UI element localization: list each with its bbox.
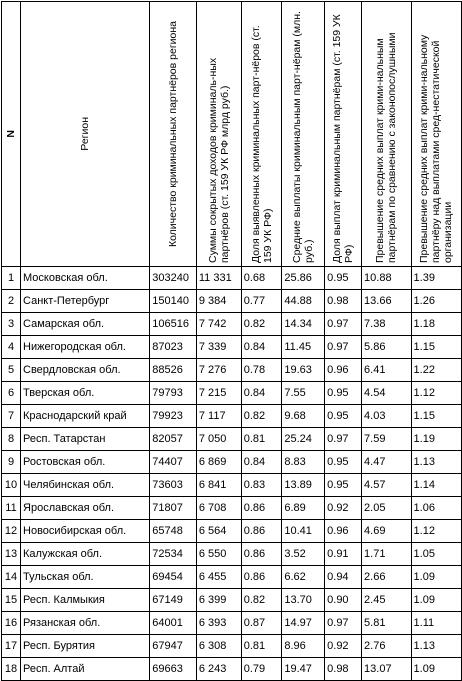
cell-region: Респ. Татарстан xyxy=(21,428,150,451)
cell-count: 82057 xyxy=(150,428,197,451)
cell-share-payout: 0.92 xyxy=(325,635,362,658)
cell-excess-law: 2.76 xyxy=(362,635,411,658)
cell-excess-law: 13.66 xyxy=(362,290,411,313)
header-count: Количество криминальных партнёров региона xyxy=(150,2,197,267)
header-n: N xyxy=(2,2,21,267)
cell-avg-payout: 6.89 xyxy=(282,497,325,520)
cell-count: 150140 xyxy=(150,290,197,313)
cell-hidden-income: 6 869 xyxy=(196,451,241,474)
table-row xyxy=(2,635,462,658)
cell-excess-stat: 1.15 xyxy=(411,405,461,428)
cell-count: 73603 xyxy=(150,474,197,497)
table-row xyxy=(2,497,462,520)
cell-n: 17 xyxy=(2,635,21,658)
cell-excess-stat: 1.15 xyxy=(411,336,461,359)
cell-share-payout: 0.92 xyxy=(325,497,362,520)
cell-avg-payout: 44.88 xyxy=(282,290,325,313)
cell-excess-law: 4.03 xyxy=(362,405,411,428)
cell-excess-stat: 1.22 xyxy=(411,359,461,382)
table-row xyxy=(2,451,462,474)
cell-hidden-income: 6 550 xyxy=(196,543,241,566)
cell-hidden-income: 7 215 xyxy=(196,382,241,405)
cell-hidden-income: 6 308 xyxy=(196,635,241,658)
cell-n: 13 xyxy=(2,543,21,566)
cell-region: Нижегородская обл. xyxy=(21,336,150,359)
cell-region: Санкт-Петербург xyxy=(21,290,150,313)
table-row xyxy=(2,589,462,612)
table-row xyxy=(2,520,462,543)
table-row xyxy=(2,313,462,336)
cell-region: Московская обл. xyxy=(21,267,150,290)
cell-region: Свердловская обл. xyxy=(21,359,150,382)
cell-region: Тульская обл. xyxy=(21,566,150,589)
cell-count: 65748 xyxy=(150,520,197,543)
table-row xyxy=(2,658,462,681)
cell-excess-law: 7.59 xyxy=(362,428,411,451)
cell-share-payout: 0.94 xyxy=(325,566,362,589)
cell-share-identified: 0.82 xyxy=(241,405,282,428)
cell-region: Самарская обл. xyxy=(21,313,150,336)
cell-share-payout: 0.97 xyxy=(325,313,362,336)
cell-share-identified: 0.86 xyxy=(241,520,282,543)
cell-region: Респ. Бурятия xyxy=(21,635,150,658)
table-row xyxy=(2,405,462,428)
cell-n: 5 xyxy=(2,359,21,382)
cell-region: Рязанская обл. xyxy=(21,612,150,635)
cell-share-payout: 0.95 xyxy=(325,405,362,428)
cell-avg-payout: 8.83 xyxy=(282,451,325,474)
cell-n: 1 xyxy=(2,267,21,290)
cell-excess-stat: 1.09 xyxy=(411,589,461,612)
cell-excess-law: 6.41 xyxy=(362,359,411,382)
cell-share-payout: 0.90 xyxy=(325,589,362,612)
cell-excess-law: 4.69 xyxy=(362,520,411,543)
cell-hidden-income: 7 117 xyxy=(196,405,241,428)
cell-count: 67947 xyxy=(150,635,197,658)
cell-count: 71807 xyxy=(150,497,197,520)
cell-count: 87023 xyxy=(150,336,197,359)
cell-share-payout: 0.96 xyxy=(325,520,362,543)
cell-excess-stat: 1.39 xyxy=(411,267,461,290)
cell-count: 69663 xyxy=(150,658,197,681)
cell-share-identified: 0.87 xyxy=(241,612,282,635)
cell-excess-stat: 1.14 xyxy=(411,474,461,497)
cell-n: 16 xyxy=(2,612,21,635)
table-row xyxy=(2,428,462,451)
cell-n: 9 xyxy=(2,451,21,474)
cell-region: Ярославская обл. xyxy=(21,497,150,520)
table-row xyxy=(2,359,462,382)
cell-hidden-income: 6 841 xyxy=(196,474,241,497)
cell-excess-stat: 1.09 xyxy=(411,658,461,681)
cell-region: Респ. Калмыкия xyxy=(21,589,150,612)
cell-avg-payout: 11.45 xyxy=(282,336,325,359)
cell-excess-law: 7.38 xyxy=(362,313,411,336)
cell-count: 106516 xyxy=(150,313,197,336)
cell-hidden-income: 6 455 xyxy=(196,566,241,589)
cell-n: 11 xyxy=(2,497,21,520)
cell-excess-law: 2.66 xyxy=(362,566,411,589)
table-body xyxy=(2,267,462,681)
cell-region: Респ. Алтай xyxy=(21,658,150,681)
cell-share-payout: 0.98 xyxy=(325,290,362,313)
cell-hidden-income: 6 399 xyxy=(196,589,241,612)
cell-excess-stat: 1.05 xyxy=(411,543,461,566)
cell-share-identified: 0.84 xyxy=(241,382,282,405)
cell-hidden-income: 7 276 xyxy=(196,359,241,382)
cell-avg-payout: 19.47 xyxy=(282,658,325,681)
cell-count: 67149 xyxy=(150,589,197,612)
cell-share-identified: 0.82 xyxy=(241,589,282,612)
cell-excess-law: 13.07 xyxy=(362,658,411,681)
cell-avg-payout: 14.34 xyxy=(282,313,325,336)
cell-excess-stat: 1.19 xyxy=(411,428,461,451)
cell-share-payout: 0.97 xyxy=(325,336,362,359)
cell-share-identified: 0.77 xyxy=(241,290,282,313)
table-row xyxy=(2,612,462,635)
header-avg-payout: Средние выплаты криминальным парт-нёрам (млн. руб.) xyxy=(282,2,325,267)
table-row xyxy=(2,474,462,497)
cell-hidden-income: 9 384 xyxy=(196,290,241,313)
header-share-payout: Доля выплат криминальным партнёрам (ст. 159 УК РФ) xyxy=(325,2,362,267)
cell-hidden-income: 6 564 xyxy=(196,520,241,543)
cell-avg-payout: 9.68 xyxy=(282,405,325,428)
cell-hidden-income: 11 331 xyxy=(196,267,241,290)
cell-n: 3 xyxy=(2,313,21,336)
cell-share-identified: 0.83 xyxy=(241,474,282,497)
cell-hidden-income: 7 050 xyxy=(196,428,241,451)
cell-hidden-income: 6 393 xyxy=(196,612,241,635)
cell-excess-stat: 1.12 xyxy=(411,382,461,405)
cell-excess-stat: 1.13 xyxy=(411,635,461,658)
cell-share-payout: 0.95 xyxy=(325,382,362,405)
cell-share-identified: 0.84 xyxy=(241,451,282,474)
cell-avg-payout: 25.86 xyxy=(282,267,325,290)
cell-share-payout: 0.91 xyxy=(325,543,362,566)
cell-excess-law: 5.81 xyxy=(362,612,411,635)
header-region: Регион xyxy=(21,2,150,267)
header-excess-stat: Превышение средних выплат крими-нальному партнёру над выплатами сред-нестатической организации xyxy=(411,2,461,267)
cell-share-identified: 0.81 xyxy=(241,428,282,451)
cell-region: Челябинская обл. xyxy=(21,474,150,497)
cell-region: Тверская обл. xyxy=(21,382,150,405)
cell-count: 79923 xyxy=(150,405,197,428)
cell-excess-stat: 1.11 xyxy=(411,612,461,635)
cell-region: Новосибирская обл. xyxy=(21,520,150,543)
cell-n: 4 xyxy=(2,336,21,359)
cell-avg-payout: 13.70 xyxy=(282,589,325,612)
cell-excess-law: 2.45 xyxy=(362,589,411,612)
cell-excess-stat: 1.13 xyxy=(411,451,461,474)
cell-n: 10 xyxy=(2,474,21,497)
cell-n: 2 xyxy=(2,290,21,313)
cell-n: 18 xyxy=(2,658,21,681)
table-row xyxy=(2,267,462,290)
cell-avg-payout: 8.96 xyxy=(282,635,325,658)
cell-share-payout: 0.97 xyxy=(325,428,362,451)
cell-count: 64001 xyxy=(150,612,197,635)
cell-region: Калужская обл. xyxy=(21,543,150,566)
table-row xyxy=(2,290,462,313)
cell-avg-payout: 13.89 xyxy=(282,474,325,497)
cell-excess-stat: 1.18 xyxy=(411,313,461,336)
cell-avg-payout: 14.97 xyxy=(282,612,325,635)
cell-share-payout: 0.96 xyxy=(325,359,362,382)
cell-avg-payout: 6.62 xyxy=(282,566,325,589)
regions-table xyxy=(1,1,462,681)
cell-share-identified: 0.86 xyxy=(241,497,282,520)
cell-excess-stat: 1.09 xyxy=(411,566,461,589)
header-row xyxy=(2,2,462,267)
cell-n: 8 xyxy=(2,428,21,451)
cell-excess-law: 10.88 xyxy=(362,267,411,290)
header-hidden-income: Суммы сокрытых доходов криминаль-ных партнёров (ст. 159 УК РФ млрд руб.) xyxy=(196,2,241,267)
cell-excess-law: 5.86 xyxy=(362,336,411,359)
cell-share-identified: 0.78 xyxy=(241,359,282,382)
cell-count: 303240 xyxy=(150,267,197,290)
cell-n: 14 xyxy=(2,566,21,589)
cell-excess-stat: 1.12 xyxy=(411,520,461,543)
cell-n: 15 xyxy=(2,589,21,612)
cell-excess-stat: 1.26 xyxy=(411,290,461,313)
cell-share-identified: 0.82 xyxy=(241,313,282,336)
cell-n: 6 xyxy=(2,382,21,405)
table-row xyxy=(2,382,462,405)
cell-share-payout: 0.97 xyxy=(325,612,362,635)
cell-share-payout: 0.98 xyxy=(325,658,362,681)
cell-avg-payout: 19.63 xyxy=(282,359,325,382)
cell-hidden-income: 7 742 xyxy=(196,313,241,336)
header-share-identified: Доля выявленных криминальных парт-нёров (ст. 159 УК РФ) xyxy=(241,2,282,267)
cell-excess-law: 4.54 xyxy=(362,382,411,405)
cell-share-identified: 0.81 xyxy=(241,635,282,658)
table-row xyxy=(2,336,462,359)
cell-share-identified: 0.79 xyxy=(241,658,282,681)
cell-region: Краснодарский край xyxy=(21,405,150,428)
table-row xyxy=(2,566,462,589)
cell-hidden-income: 6 708 xyxy=(196,497,241,520)
cell-share-payout: 0.95 xyxy=(325,451,362,474)
cell-share-payout: 0.95 xyxy=(325,267,362,290)
cell-count: 79793 xyxy=(150,382,197,405)
header-excess-law: Превышение средних выплат крими-нальным партнёрам по сравнению с законопослушными xyxy=(362,2,411,267)
cell-hidden-income: 7 339 xyxy=(196,336,241,359)
cell-hidden-income: 6 243 xyxy=(196,658,241,681)
cell-excess-law: 4.57 xyxy=(362,474,411,497)
cell-share-identified: 0.68 xyxy=(241,267,282,290)
cell-share-identified: 0.84 xyxy=(241,336,282,359)
cell-count: 88526 xyxy=(150,359,197,382)
cell-excess-law: 2.05 xyxy=(362,497,411,520)
cell-count: 72534 xyxy=(150,543,197,566)
cell-share-payout: 0.95 xyxy=(325,474,362,497)
cell-excess-law: 4.47 xyxy=(362,451,411,474)
cell-share-identified: 0.86 xyxy=(241,543,282,566)
cell-n: 12 xyxy=(2,520,21,543)
cell-count: 74407 xyxy=(150,451,197,474)
cell-avg-payout: 25.24 xyxy=(282,428,325,451)
cell-avg-payout: 10.41 xyxy=(282,520,325,543)
cell-n: 7 xyxy=(2,405,21,428)
table-row xyxy=(2,543,462,566)
cell-region: Ростовская обл. xyxy=(21,451,150,474)
cell-avg-payout: 7.55 xyxy=(282,382,325,405)
cell-excess-stat: 1.06 xyxy=(411,497,461,520)
cell-excess-law: 1.71 xyxy=(362,543,411,566)
cell-share-identified: 0.86 xyxy=(241,566,282,589)
cell-avg-payout: 3.52 xyxy=(282,543,325,566)
cell-count: 69454 xyxy=(150,566,197,589)
